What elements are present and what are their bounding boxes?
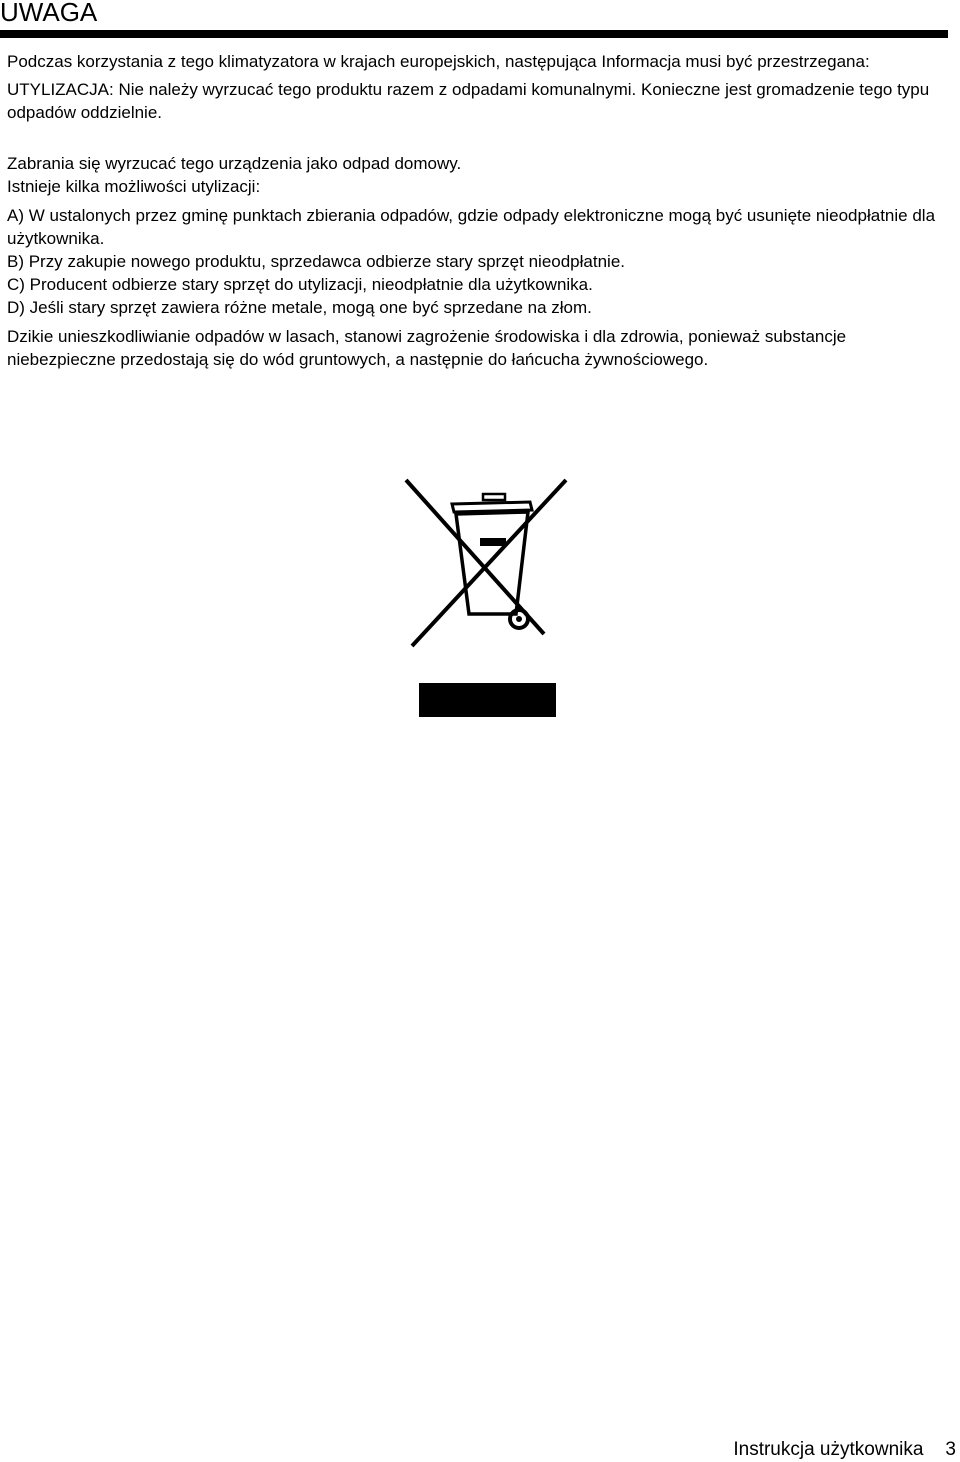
option-b: B) Przy zakupie nowego produktu, sprzedawca odbierze stary sprzęt nieodpłatnie.: [7, 252, 626, 271]
footer-label: Instrukcja użytkownika: [733, 1439, 924, 1460]
ban-paragraph: Zabrania się wyrzucać tego urządzenia jako odpad domowy.: [7, 154, 462, 173]
crossed-out-wheelie-bin-icon: [404, 476, 568, 648]
weee-black-bar: [419, 683, 556, 717]
option-c: C) Producent odbierze stary sprzęt do utylizacji, nieodpłatnie dla użytkownika.: [7, 275, 593, 294]
page-title: UWAGA: [0, 0, 98, 27]
options-intro: Istnieje kilka możliwości utylizacji:: [7, 177, 261, 196]
utylizacja-paragraph: UTYLIZACJA: Nie należy wyrzucać tego produktu razem z odpadami komunalnymi. Konieczne jest gromadzenie tego typu odpadów oddzielnie.: [7, 80, 930, 122]
page-number: 3: [945, 1439, 956, 1460]
intro-paragraph: Podczas korzystania z tego klimatyzatora w krajach europejskich, następująca Informacja musi być przestrzegana:: [7, 52, 870, 71]
option-a: A) W ustalonych przez gminę punktach zbierania odpadów, gdzie odpady elektroniczne mogą być usunięte nieodpłatnie dla użytkownika.: [7, 206, 936, 248]
header-rule: [0, 30, 948, 38]
option-d: D) Jeśli stary sprzęt zawiera różne metale, mogą one być sprzedane na złom.: [7, 298, 592, 317]
page-footer: [733, 1438, 956, 1462]
warning-paragraph: Dzikie unieszkodliwianie odpadów w lasach, stanowi zagrożenie środowiska i dla zdrowia, ponieważ substancje niebezpieczne przedostają się do wód gruntowych, a następnie do łańcucha żywnościowego.: [7, 327, 847, 369]
document-body: [7, 50, 947, 371]
page-header: [0, 0, 948, 40]
